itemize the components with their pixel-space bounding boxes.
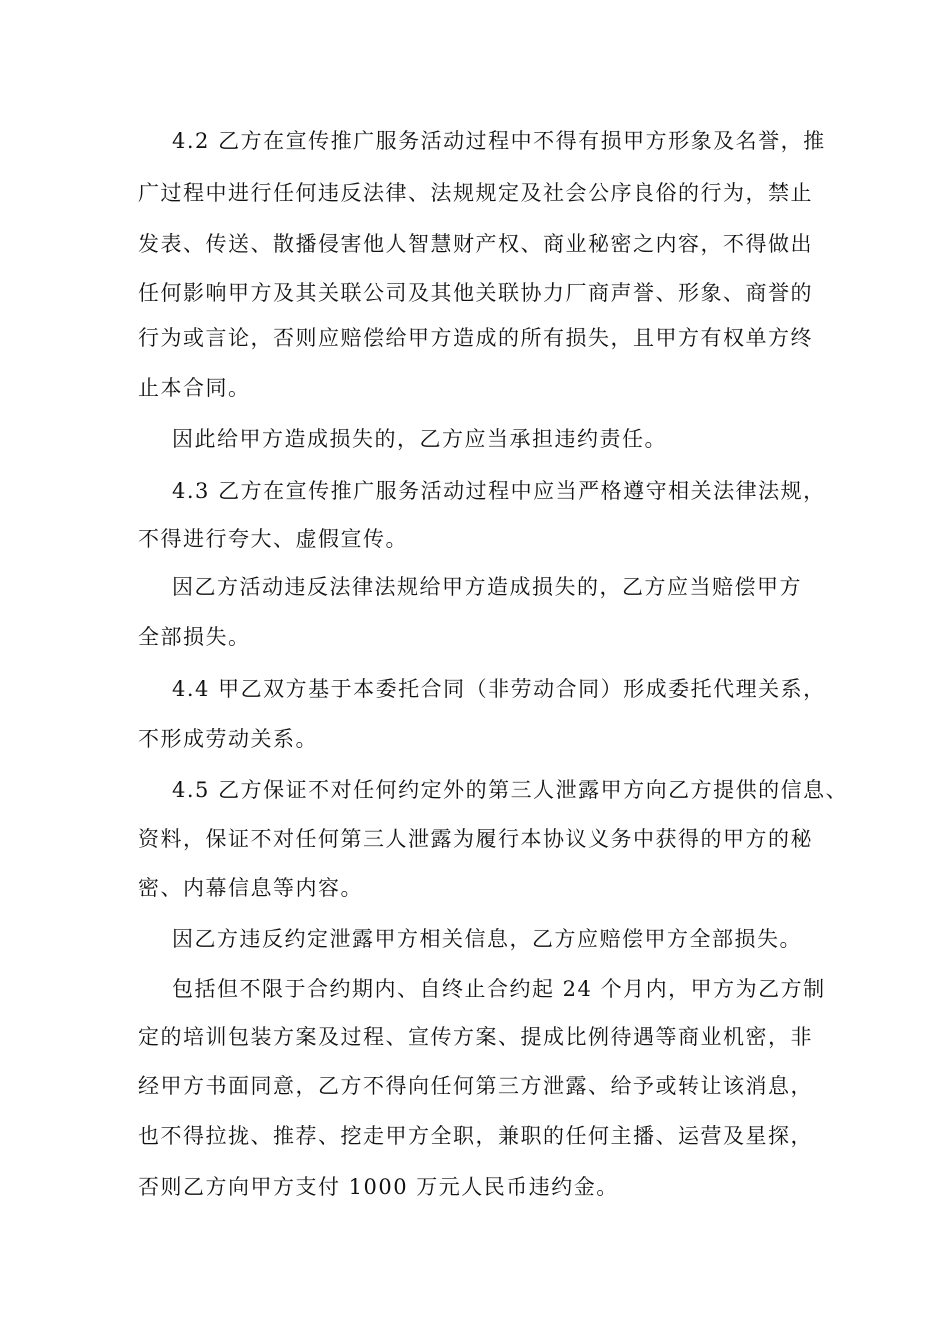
paragraph-confidential-line-1: 包括但不限于合约期内、自终止合约起 24 个月内，甲方为乙方制 bbox=[172, 977, 826, 1001]
clause-4-4-line-1: 4.4 甲乙双方基于本委托合同（非劳动合同）形成委托代理关系， bbox=[172, 677, 826, 701]
paragraph-confidential-line-5: 否则乙方向甲方支付 1000 万元人民币违约金。 bbox=[138, 1175, 619, 1199]
clause-4-5-line-3: 密、内幕信息等内容。 bbox=[138, 876, 363, 900]
paragraph-liability-4-2: 因此给甲方造成损失的，乙方应当承担违约责任。 bbox=[172, 427, 667, 451]
clause-4-3-line-2: 不得进行夸大、虚假宣传。 bbox=[138, 527, 408, 551]
paragraph-confidential-line-3: 经甲方书面同意，乙方不得向任何第三方泄露、给予或转让该消息， bbox=[138, 1074, 813, 1098]
clause-4-3-line-1: 4.3 乙方在宣传推广服务活动过程中应当严格遵守相关法律法规， bbox=[172, 479, 826, 503]
clause-4-2-line-5: 行为或言论，否则应赔偿给甲方造成的所有损失，且甲方有权单方终 bbox=[138, 326, 813, 350]
clause-4-5-line-1: 4.5 乙方保证不对任何约定外的第三人泄露甲方向乙方提供的信息、 bbox=[172, 778, 849, 802]
clause-4-2-line-6: 止本合同。 bbox=[138, 376, 251, 400]
paragraph-liability-4-3-line-2: 全部损失。 bbox=[138, 625, 251, 649]
clause-4-2-line-2: 广过程中进行任何违反法律、法规规定及社会公序良俗的行为，禁止 bbox=[138, 181, 813, 205]
clause-4-5-line-2: 资料，保证不对任何第三人泄露为履行本协议义务中获得的甲方的秘 bbox=[138, 827, 813, 851]
clause-4-4-line-2: 不形成劳动关系。 bbox=[138, 727, 318, 751]
paragraph-confidential-line-2: 定的培训包装方案及过程、宣传方案、提成比例待遇等商业机密，非 bbox=[138, 1025, 813, 1049]
clause-4-2-line-4: 任何影响甲方及其关联公司及其他关联协力厂商声誉、形象、商誉的 bbox=[138, 281, 813, 305]
paragraph-confidential-line-4: 也不得拉拢、推荐、挖走甲方全职，兼职的任何主播、运营及星探， bbox=[138, 1124, 813, 1148]
clause-4-2-line-1: 4.2 乙方在宣传推广服务活动过程中不得有损甲方形象及名誉，推 bbox=[172, 129, 826, 153]
paragraph-liability-4-3-line-1: 因乙方活动违反法律法规给甲方造成损失的，乙方应当赔偿甲方 bbox=[172, 575, 802, 599]
clause-4-2-line-3: 发表、传送、散播侵害他人智慧财产权、商业秘密之内容，不得做出 bbox=[138, 232, 813, 256]
paragraph-liability-4-5: 因乙方违反约定泄露甲方相关信息，乙方应赔偿甲方全部损失。 bbox=[172, 927, 802, 951]
